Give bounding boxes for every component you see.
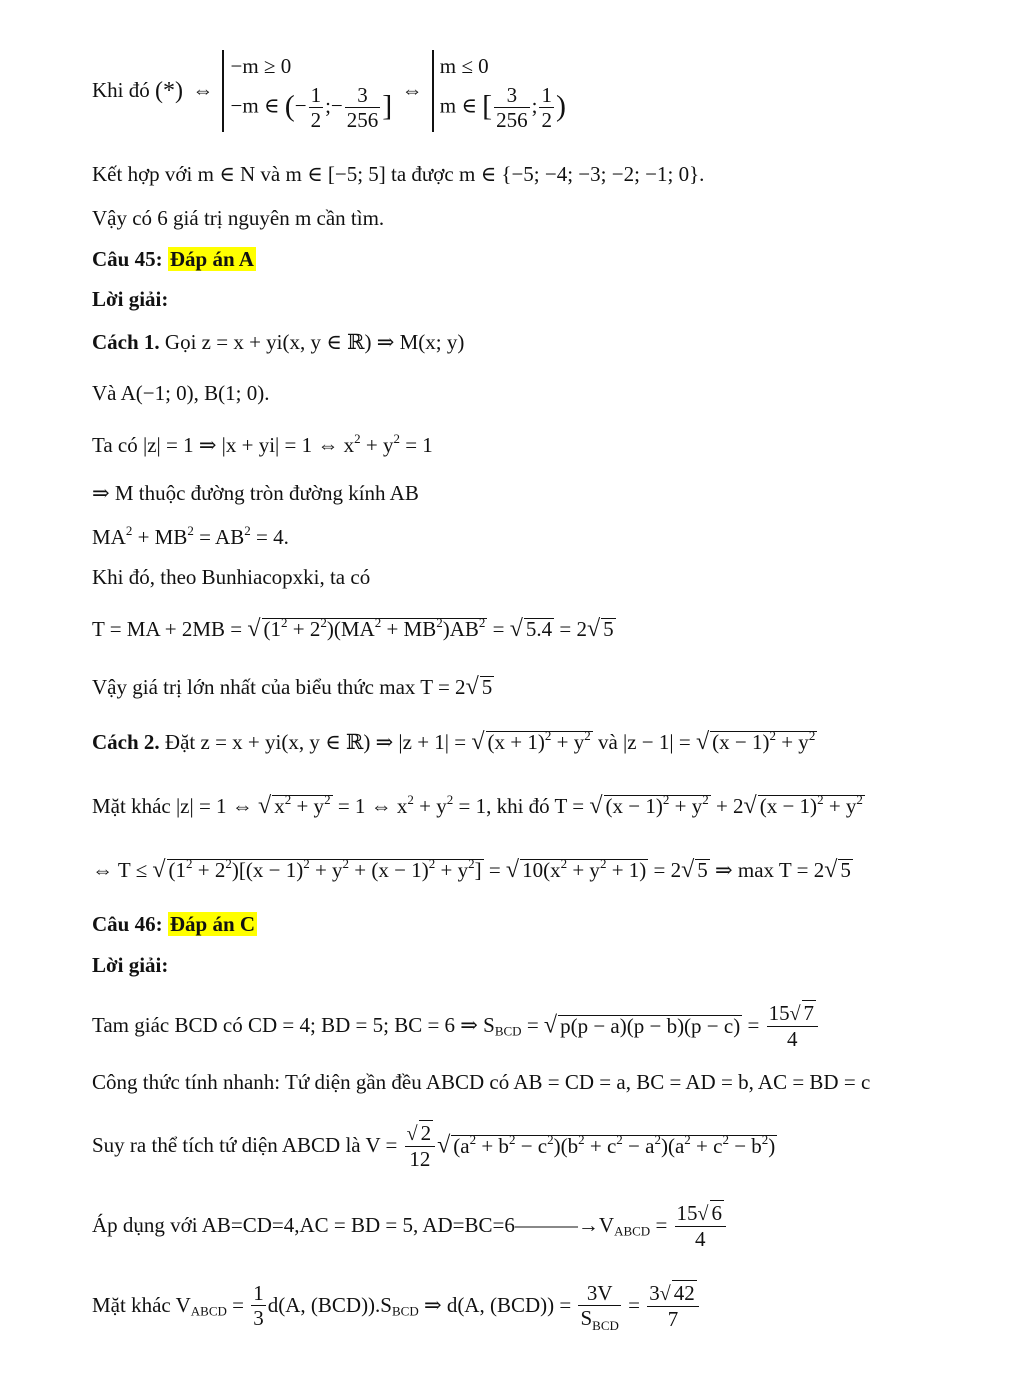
- fraction: $\frac{3V}{S_{BCD}}$: [580, 1280, 619, 1334]
- fraction: $\frac{15√ 7}{4}$: [767, 1000, 818, 1051]
- question-45-heading: [92, 249, 256, 270]
- iff-symbol: ⇔: [192, 78, 214, 103]
- fraction: $\frac{3}{256}$: [346, 82, 379, 132]
- answer-badge: Đáp án A: [169, 247, 254, 271]
- question-label: Câu 45:: [92, 247, 163, 271]
- fraction: $\frac{1}{3}$: [253, 1280, 264, 1331]
- system-2-row-2: m ∈ [ $\frac{3}{256}$ ; $\frac{1}{2}$ ): [439, 82, 566, 132]
- system-1-row-1: −m ≥ 0: [230, 54, 292, 78]
- fraction: $\frac{15√ 6}{4}$: [675, 1200, 726, 1251]
- loi-giai-label: Lời giải:: [92, 287, 169, 311]
- t-formula-line: T = MA + 2MB = √ $(1^2 + 2^2)(MA^2 + MB^2)AB^2$ = √ 5.4 = 2√ 5: [92, 615, 614, 642]
- apply-line: Áp dụng với AB=CD=4,AC = BD = 5, $AD=BC=6———\to V_{ABCD}$ = $\frac{15√ 6}{4}$: [92, 1200, 728, 1251]
- ket-hop-line: Kết hợp với m ∈ N và m ∈ [−5; 5] ta được m ∈ {−5; −4; −3; −2; −1; 0}.: [92, 162, 705, 186]
- circle-line: ⇒ M thuộc đường tròn đường kính AB: [92, 481, 419, 505]
- fraction: $\frac{1}{2}$: [310, 82, 322, 132]
- answer-badge: Đáp án C: [169, 912, 256, 936]
- fraction: $\frac{√ 2}{12}$: [405, 1120, 435, 1171]
- distance-line: Mặt khác $V_{ABCD}$ = $\frac{1}{3}$ d(A, $(BCD)).S_{BCD}$ ⇒ d(A, (BCD)) = $\frac{3V}{S_{BCD}}$ = $\frac{3√ 42}{7}$: [92, 1280, 701, 1331]
- cach-2-line: Cách 2. Đặt z = x + yi(x, y ∈ ℝ) ⇒ |z + 1| = √ $(x + 1)^2 + y^2$ và |z − 1| = √ $(x - 1)^2 + y^2$: [92, 728, 816, 755]
- system-2: [432, 50, 566, 132]
- max-t-line: Vậy giá trị lớn nhất của biểu thức max T = 2√ 5: [92, 674, 493, 700]
- points-ab-line: Và A(−1; 0), B(1; 0).: [92, 381, 270, 405]
- question-label: Câu 46:: [92, 912, 163, 936]
- fraction: $\frac{1}{2}$: [541, 82, 552, 132]
- cach-1-line: Cách 1. Gọi z = x + yi(x, y ∈ ℝ) ⇒ M(x; y): [92, 330, 465, 354]
- khi-do-line: [92, 50, 566, 132]
- fraction: $\frac{3}{256}$: [496, 82, 528, 132]
- system-1-row-2: −m ∈ (− $\frac{1}{2}$ ;− $\frac{3}{256}$ ]: [230, 82, 393, 132]
- arrow-icon: ———→: [514, 1213, 599, 1238]
- modulus-line: Ta có |z| = 1 ⇒ |x + yi| = 1 ⇔ $x^2 + y^2 = 1$: [92, 431, 433, 457]
- bunhiacopxki-line: Khi đó, theo Bunhiacopxki, ta có: [92, 565, 371, 589]
- triangle-area-line: Tam giác BCD có CD = 4; BD = 5; BC = 6 ⇒ $S_{BCD}$ = √ p(p − a)(p − b)(p − c) = $\frac{15√ 7}{4}$: [92, 1000, 820, 1051]
- fraction: $\frac{3√ 42}{7}$: [647, 1280, 698, 1331]
- sqrt-expression: $(1^2 + 2^2)(MA^2 + MB^2)AB^2$: [263, 615, 486, 641]
- pythagoras-line: $MA^2 + MB^2 = AB^2 = 4$.: [92, 523, 289, 549]
- vay-co-line: Vậy có 6 giá trị nguyên m cần tìm.: [92, 206, 385, 230]
- volume-formula-line: Suy ra thể tích tứ diện ABCD là V = $\frac{√ 2}{12}$ √ $(a^2 + b^2 - c^2)(b^2 + c^2 - a^2)(a^2 + c^2 - b^2)$: [92, 1121, 776, 1171]
- mat-khac-line: Mặt khác |z| = 1 ⇔ √ $x^2 + y^2 = 1$ ⇔ $x^2 + y^2 = 1$, khi đó T = √ $(x - 1)^2 + y^2 + 2√$ $(x - 1)^2 + y^2$: [92, 792, 863, 819]
- formula-note-line: Công thức tính nhanh: Tứ diện gần đều ABCD có AB = CD = a, BC = AD = b, AC = BD = c: [92, 1070, 871, 1094]
- iff-symbol: ⇔: [401, 78, 423, 103]
- system-2-row-1: m ≤ 0: [439, 54, 489, 78]
- loi-giai-label: Lời giải:: [92, 953, 169, 977]
- system-1: [222, 50, 392, 132]
- star-label: (*): [155, 77, 183, 104]
- question-46-heading: [92, 914, 257, 935]
- inequality-line: ⇔ T ≤ √ $(1^2 + 2^2)[(x - 1)^2 + y^2 + (x - 1)^2 + y^2]$ = √ $10(x^2 + y^2 + 1) = 2√$ 5 ⇒ max T = 2√ 5: [92, 856, 851, 883]
- khi-do-text: Khi đó: [92, 78, 150, 103]
